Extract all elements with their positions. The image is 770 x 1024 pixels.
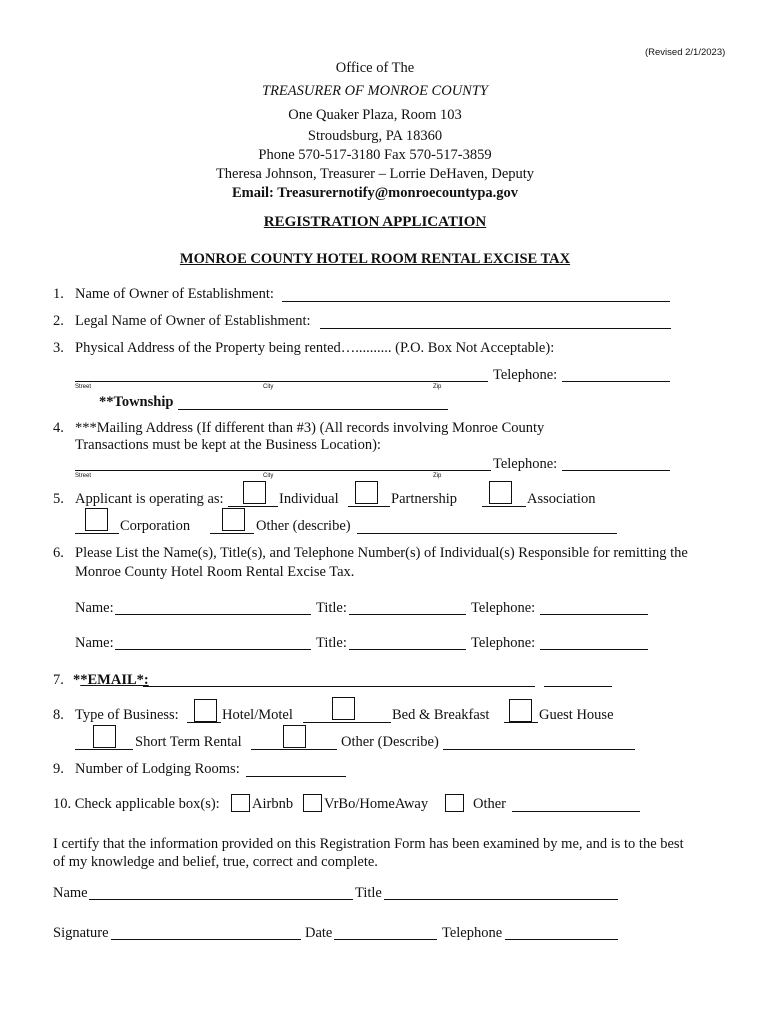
q3-number: 3. — [53, 340, 64, 356]
other-type-label: Other (Describe) — [341, 734, 439, 750]
date-label: Date — [305, 925, 333, 941]
q2-label: Legal Name of Owner of Establishment: — [75, 313, 311, 329]
q5-number: 5. — [53, 491, 64, 507]
q5-other-line — [210, 533, 254, 534]
corporation-label: Corporation — [120, 518, 191, 534]
q5-association-line — [482, 506, 526, 507]
q6-label-line1: Please List the Name(s), Title(s), and Telephone Number(s) of Individual(s) Responsible for remitting the — [75, 545, 688, 561]
responsible-title-field-1[interactable] — [349, 614, 466, 615]
q9-number: 9. — [53, 761, 64, 777]
responsible-telephone-field-2[interactable] — [540, 649, 648, 650]
q3-telephone-label: Telephone: — [493, 367, 558, 383]
signature-field[interactable] — [111, 939, 301, 940]
q3-township-label: **Township — [99, 394, 174, 410]
sign-telephone-field[interactable] — [505, 939, 618, 940]
q10-label: 10. Check applicable box(s): — [53, 796, 220, 812]
other-describe-label: Other (describe) — [256, 518, 351, 534]
staff-line: Theresa Johnson, Treasurer – Lorrie DeHaven, Deputy — [215, 166, 535, 182]
email-field[interactable] — [143, 686, 535, 687]
q3-zip-caption: Zip — [433, 384, 442, 390]
q1-number: 1. — [53, 286, 64, 302]
sign-title-field[interactable] — [384, 899, 618, 900]
q5-label: Applicant is operating as: — [75, 491, 224, 507]
sign-name-label: Name — [53, 885, 88, 901]
q4-zip-caption: Zip — [433, 473, 442, 479]
q8-short-term-line — [75, 749, 133, 750]
other-business-checkbox[interactable] — [222, 508, 245, 531]
individual-checkbox[interactable] — [243, 481, 266, 504]
responsible-telephone-label-1: Telephone: — [471, 600, 536, 616]
email-extra-field[interactable] — [544, 686, 612, 687]
certify-line1: I certify that the information provided on this Registration Form has been examined by me, and is to the best — [53, 836, 684, 852]
guest-house-label: Guest House — [539, 707, 614, 723]
q9-label: Number of Lodging Rooms: — [75, 761, 240, 777]
q4-number: 4. — [53, 420, 64, 436]
q1-owner-name-field[interactable] — [282, 301, 670, 302]
q3-city-caption: City — [263, 384, 274, 390]
individual-label: Individual — [279, 491, 339, 507]
q4-label-line1: ***Mailing Address (If different than #3) (All records involving Monroe County — [75, 420, 545, 436]
q8-guest-line — [504, 722, 538, 723]
q5-partnership-line — [348, 506, 390, 507]
sign-title-label: Title — [355, 885, 382, 901]
other-describe-field[interactable] — [357, 533, 617, 534]
short-term-rental-label: Short Term Rental — [135, 734, 242, 750]
other-platform-checkbox[interactable] — [445, 794, 464, 812]
phone-fax: Phone 570-517-3180 Fax 570-517-3859 — [258, 147, 492, 163]
revised-date: (Revised 2/1/2023) — [645, 47, 726, 58]
sign-telephone-label: Telephone — [442, 925, 503, 941]
vrbo-label: VrBo/HomeAway — [324, 796, 429, 812]
q8-bnb-line — [303, 722, 391, 723]
other-platform-field[interactable] — [512, 811, 640, 812]
corporation-checkbox[interactable] — [85, 508, 108, 531]
association-label: Association — [527, 491, 596, 507]
responsible-title-label-1: Title: — [316, 600, 347, 616]
q4-telephone-label: Telephone: — [493, 456, 558, 472]
q8-other-line — [251, 749, 337, 750]
hotel-motel-checkbox[interactable] — [194, 699, 217, 722]
address-line-2: Stroudsburg, PA 18360 — [307, 128, 443, 144]
vrbo-checkbox[interactable] — [303, 794, 322, 812]
q2-legal-name-field[interactable] — [320, 328, 671, 329]
email-label: **EMAIL*: — [73, 672, 149, 688]
lodging-rooms-field[interactable] — [246, 776, 346, 777]
responsible-telephone-field-1[interactable] — [540, 614, 648, 615]
address-line-1: One Quaker Plaza, Room 103 — [288, 107, 462, 123]
q7-number: 7. — [53, 672, 64, 688]
other-type-field[interactable] — [443, 749, 635, 750]
responsible-title-field-2[interactable] — [349, 649, 466, 650]
q5-individual-line — [228, 506, 278, 507]
q3-telephone-field[interactable] — [562, 381, 670, 382]
signature-label: Signature — [53, 925, 109, 941]
responsible-name-field-2[interactable] — [115, 649, 311, 650]
responsible-name-label-1: Name: — [75, 600, 114, 616]
office-label: Office of The — [335, 60, 415, 76]
q4-city-caption: City — [263, 473, 274, 479]
q3-address-field[interactable] — [75, 381, 488, 382]
responsible-telephone-label-2: Telephone: — [471, 635, 536, 651]
q6-number: 6. — [53, 545, 64, 561]
responsible-name-field-1[interactable] — [115, 614, 311, 615]
treasurer-title: TREASURER OF MONROE COUNTY — [262, 83, 488, 99]
certify-line2: of my knowledge and belief, true, correct and complete. — [53, 854, 378, 870]
bed-breakfast-checkbox[interactable] — [332, 697, 355, 720]
q8-hotel-line — [187, 722, 221, 723]
other-platform-label: Other — [473, 796, 507, 812]
responsible-name-label-2: Name: — [75, 635, 114, 651]
other-type-checkbox[interactable] — [283, 725, 306, 748]
q4-telephone-field[interactable] — [562, 470, 670, 471]
q2-number: 2. — [53, 313, 64, 329]
association-checkbox[interactable] — [489, 481, 512, 504]
airbnb-checkbox[interactable] — [231, 794, 250, 812]
q4-street-caption: Street — [75, 473, 92, 479]
page-title: REGISTRATION APPLICATION — [263, 214, 487, 230]
q4-label-line2: Transactions must be kept at the Business Location): — [75, 437, 381, 453]
date-field[interactable] — [334, 939, 437, 940]
q5-corporation-line — [75, 533, 119, 534]
q6-label-line2: Monroe County Hotel Room Rental Excise Tax. — [75, 564, 355, 580]
page-subtitle: MONROE COUNTY HOTEL ROOM RENTAL EXCISE TAX — [179, 251, 571, 267]
guest-house-checkbox[interactable] — [509, 699, 532, 722]
q3-street-caption: Street — [75, 384, 92, 390]
responsible-title-label-2: Title: — [316, 635, 347, 651]
q4-mailing-address-field[interactable] — [75, 470, 491, 471]
q1-label: Name of Owner of Establishment: — [75, 286, 274, 302]
email-contact: Email: Treasurernotify@monroecountypa.gov — [231, 185, 519, 201]
partnership-label: Partnership — [391, 491, 458, 507]
sign-name-field[interactable] — [89, 899, 353, 900]
email-label-text: *EMAIL*: — [80, 672, 149, 688]
partnership-checkbox[interactable] — [355, 481, 378, 504]
q3-township-field[interactable] — [178, 409, 448, 410]
bed-breakfast-label: Bed & Breakfast — [392, 707, 490, 723]
q8-label: Type of Business: — [75, 707, 179, 723]
q3-label: Physical Address of the Property being rented….......... (P.O. Box Not Acceptable): — [75, 340, 555, 356]
airbnb-label: Airbnb — [252, 796, 294, 812]
q8-number: 8. — [53, 707, 64, 723]
short-term-rental-checkbox[interactable] — [93, 725, 116, 748]
hotel-motel-label: Hotel/Motel — [222, 707, 293, 723]
